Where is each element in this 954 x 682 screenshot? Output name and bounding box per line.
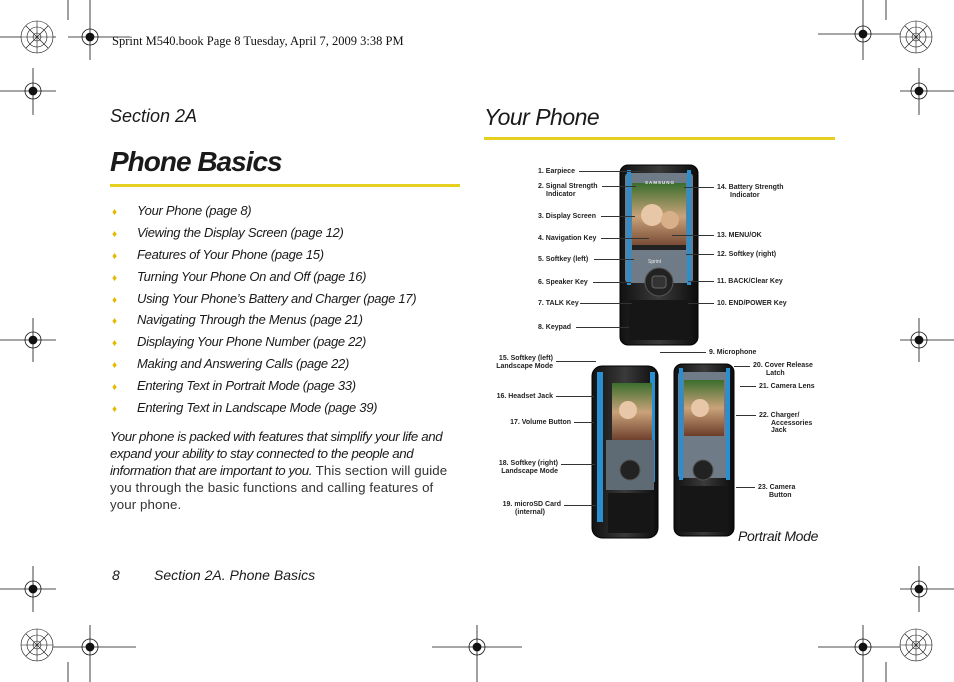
leader-line bbox=[574, 422, 594, 423]
leader-line bbox=[736, 487, 755, 488]
diamond-bullet-icon: ♦ bbox=[112, 338, 117, 350]
leader-line bbox=[740, 386, 756, 387]
diamond-bullet-icon: ♦ bbox=[112, 250, 117, 262]
leader-line bbox=[601, 238, 649, 239]
leader-line bbox=[556, 396, 594, 397]
callout-camera-lens: 21. Camera Lens bbox=[759, 383, 815, 390]
diamond-bullet-icon: ♦ bbox=[112, 207, 117, 218]
callout-cover-release-latch: 20. Cover Release Latch bbox=[753, 362, 813, 377]
diamond-bullet-icon: ♦ bbox=[112, 360, 117, 372]
callout-speaker-key: 6. Speaker Key bbox=[538, 279, 588, 286]
intro-paragraph: Your phone is packed with features that simplify your life and expand your ability to stay connected to the people and information that are important to you. This section will guide you through the basic functions and calling features of your phone. bbox=[110, 429, 448, 512]
diamond-bullet-icon: ♦ bbox=[112, 404, 117, 416]
diamond-bullet-icon: ♦ bbox=[112, 316, 117, 328]
toc-item[interactable]: ♦ Making and Answering Calls (page 22) bbox=[112, 356, 350, 372]
callout-keypad: 8. Keypad bbox=[538, 324, 572, 331]
portrait-mode-caption: Portrait Mode bbox=[738, 528, 819, 544]
phone-brand-text: SAMSUNG bbox=[645, 180, 676, 185]
leader-line bbox=[686, 254, 714, 255]
leader-line bbox=[688, 281, 714, 282]
callout-softkey-left: 5. Softkey (left) bbox=[538, 256, 589, 263]
toc-item[interactable]: ♦ Using Your Phone’s Battery and Charger (page 17) bbox=[112, 290, 417, 306]
callout-signal-strength: 2. Signal Strength Indicator bbox=[538, 183, 598, 198]
section-label: Section 2A bbox=[110, 106, 198, 126]
leader-line bbox=[576, 327, 629, 328]
diamond-bullet-icon: ♦ bbox=[112, 294, 117, 306]
callout-softkey-right: 12. Softkey (right) bbox=[717, 251, 777, 258]
leader-line bbox=[556, 361, 596, 362]
toc-item[interactable]: ♦ Turning Your Phone On and Off (page 16) bbox=[112, 268, 367, 284]
leader-line bbox=[660, 352, 706, 353]
leader-line bbox=[579, 171, 645, 172]
callout-earpiece: 1. Earpiece bbox=[538, 168, 575, 175]
footer-page-number: 8 bbox=[112, 567, 120, 583]
phone-front bbox=[620, 165, 698, 345]
toc-item[interactable]: ♦ Navigating Through the Menus (page 21) bbox=[112, 312, 363, 328]
leader-line bbox=[564, 505, 596, 506]
leader-line bbox=[736, 415, 756, 416]
toc-item[interactable]: ♦ Displaying Your Phone Number (page 22) bbox=[112, 334, 367, 350]
leader-line bbox=[602, 186, 636, 187]
page-title: Phone Basics bbox=[110, 146, 282, 177]
diamond-bullet-icon: ♦ bbox=[112, 228, 117, 240]
callout-menu-ok: 13. MENU/OK bbox=[717, 232, 762, 239]
leader-line bbox=[672, 235, 714, 236]
toc-item[interactable]: ♦ Features of Your Phone (page 15) bbox=[112, 246, 324, 262]
callout-end-power-key: 10. END/POWER Key bbox=[717, 300, 787, 307]
diamond-bullet-icon: ♦ bbox=[112, 382, 117, 394]
toc-item[interactable]: ♦ Viewing the Display Screen (page 12) bbox=[112, 224, 344, 240]
callout-charger-jack: 22. Charger/ Accessories Jack bbox=[759, 412, 813, 434]
your-phone-heading: Your Phone bbox=[484, 104, 600, 130]
toc-item[interactable]: ♦ Your Phone (page 8) bbox=[112, 203, 252, 218]
callout-volume-button: 17. Volume Button bbox=[510, 419, 571, 426]
leader-line bbox=[734, 366, 750, 367]
callout-navigation-key: 4. Navigation Key bbox=[538, 235, 597, 242]
callout-softkey-left-landscape: 15. Softkey (left) Landscape Mode bbox=[496, 355, 553, 370]
leader-line bbox=[594, 259, 634, 260]
callout-back-clear-key: 11. BACK/Clear Key bbox=[717, 278, 783, 285]
phone-side bbox=[592, 366, 658, 538]
callout-display-screen: 3. Display Screen bbox=[538, 213, 596, 220]
callout-talk-key: 7. TALK Key bbox=[538, 300, 579, 307]
callout-headset-jack: 16. Headset Jack bbox=[496, 393, 553, 400]
callout-battery-strength: 14. Battery Strength Indicator bbox=[717, 184, 784, 199]
phone-carrier-text: Sprint bbox=[648, 259, 662, 265]
footer-section: Section 2A. Phone Basics bbox=[154, 567, 316, 583]
toc-item[interactable]: ♦ Entering Text in Portrait Mode (page 33) bbox=[112, 378, 356, 394]
phone-angled bbox=[674, 364, 734, 536]
leader-line bbox=[593, 282, 631, 283]
print-header: Sprint M540.book Page 8 Tuesday, April 7, 2009 3:38 PM bbox=[112, 34, 404, 48]
leader-line bbox=[561, 464, 595, 465]
leader-line bbox=[684, 187, 714, 188]
leader-line bbox=[580, 303, 632, 304]
callout-microphone: 9. Microphone bbox=[709, 349, 757, 356]
callout-camera-button: 23. Camera Button bbox=[758, 484, 796, 499]
leader-line bbox=[601, 216, 635, 217]
toc-item[interactable]: ♦ Entering Text in Landscape Mode (page 39) bbox=[112, 400, 378, 416]
diamond-bullet-icon: ♦ bbox=[112, 272, 117, 284]
leader-line bbox=[688, 303, 714, 304]
callout-softkey-right-landscape: 18. Softkey (right) Landscape Mode bbox=[498, 460, 558, 475]
callout-microsd-card: 19. microSD Card (internal) bbox=[502, 501, 561, 516]
